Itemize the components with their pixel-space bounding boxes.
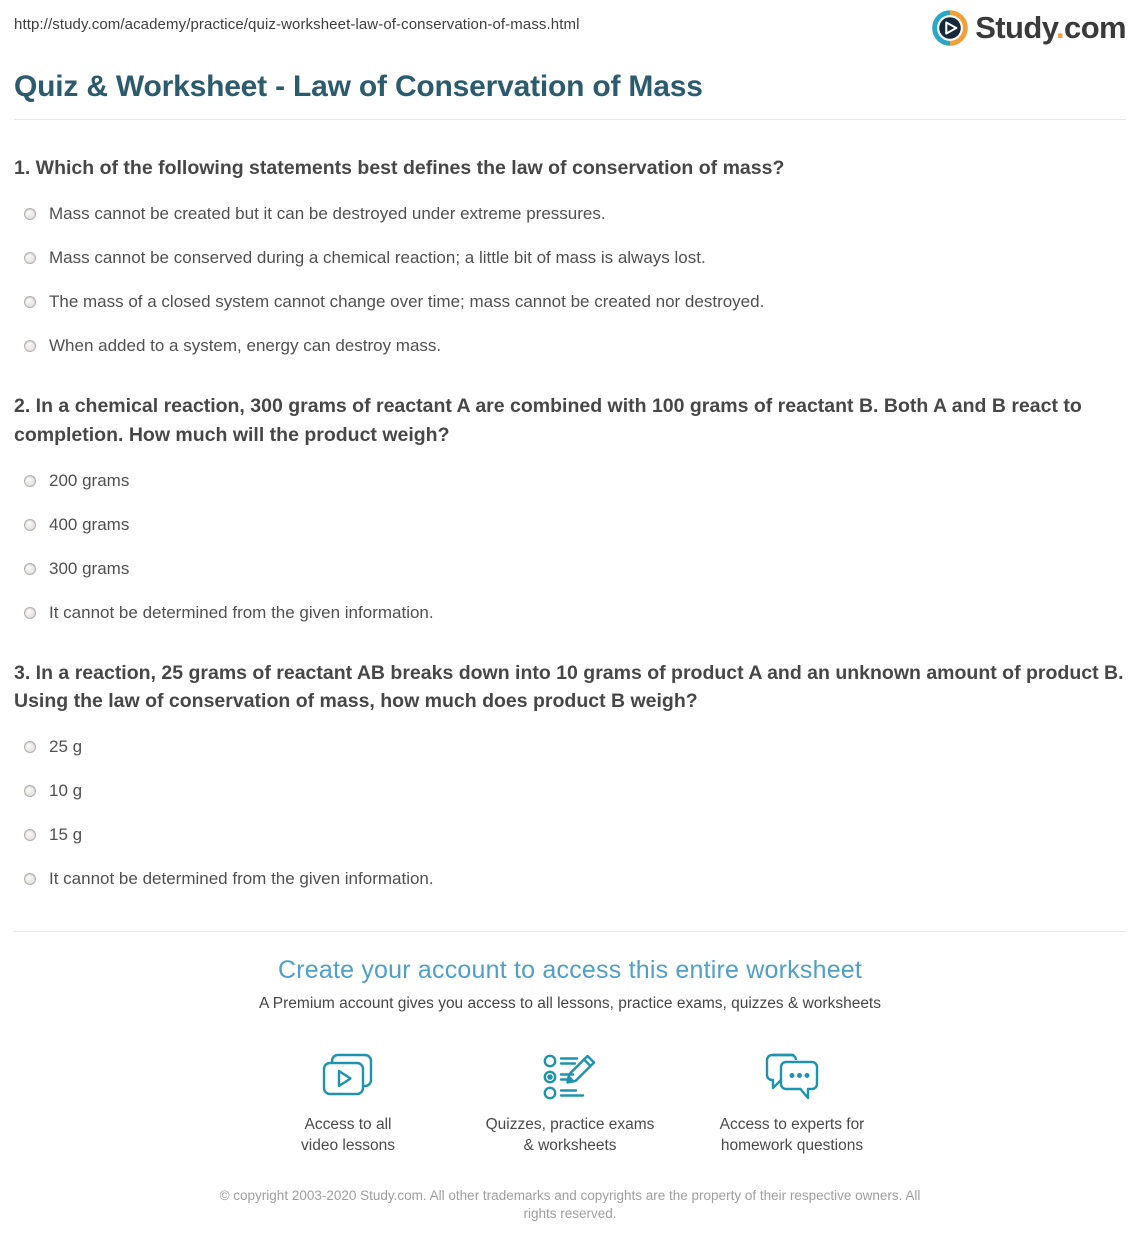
experts-chat-icon	[686, 1049, 898, 1107]
question-1-option-2[interactable]	[14, 246, 1126, 270]
video-lessons-icon	[242, 1049, 454, 1107]
option-label: It cannot be determined from the given information.	[49, 602, 434, 622]
option-label: Mass cannot be created but it can be destroyed under extreme pressures.	[49, 204, 606, 224]
option-label: 200 grams	[49, 470, 130, 490]
radio-button[interactable]	[24, 607, 36, 619]
studycom-logo[interactable]	[932, 10, 1126, 46]
option-label: 15 g	[49, 825, 83, 845]
option-label: Mass cannot be conserved during a chemical reaction; a little bit of mass is always lost.	[49, 248, 706, 268]
question-3-option-3[interactable]	[14, 823, 1126, 847]
page-title: Quiz & Worksheet - Law of Conservation of Mass	[14, 70, 703, 103]
radio-button[interactable]	[24, 475, 36, 487]
question-1-options	[14, 202, 1126, 358]
question-1-option-3[interactable]	[14, 290, 1126, 314]
feature-expert-help	[686, 1049, 898, 1157]
feature-quizzes-worksheets	[464, 1049, 676, 1157]
radio-button[interactable]	[24, 340, 36, 352]
studycom-logo-icon	[932, 10, 968, 46]
option-label: The mass of a closed system cannot change over time; mass cannot be created nor destroyed.	[49, 292, 765, 312]
question-2-option-1[interactable]	[14, 469, 1126, 493]
radio-button[interactable]	[24, 785, 36, 797]
radio-button[interactable]	[24, 563, 36, 575]
radio-button[interactable]	[24, 519, 36, 531]
cta-title: Create your account to access this entire worksheet	[277, 956, 863, 985]
question-3-option-1[interactable]	[14, 735, 1126, 759]
question-2	[14, 392, 1126, 625]
option-label: 10 g	[49, 781, 83, 801]
radio-button[interactable]	[24, 873, 36, 885]
question-2-option-4[interactable]	[14, 601, 1126, 625]
feature-label: Access to all video lessons	[301, 1116, 395, 1155]
title-divider	[14, 119, 1126, 120]
cta-section	[14, 931, 1126, 1157]
features-row	[14, 1049, 1126, 1157]
cta-subtitle: A Premium account gives you access to all lessons, practice exams, quizzes & worksheets	[259, 995, 881, 1013]
question-2-options	[14, 469, 1126, 625]
question-1-option-1[interactable]	[14, 202, 1126, 226]
question-3-options	[14, 735, 1126, 891]
feature-label: Quizzes, practice exams & worksheets	[485, 1116, 655, 1155]
question-2-option-2[interactable]	[14, 513, 1126, 537]
option-label: 400 grams	[49, 514, 130, 534]
radio-button[interactable]	[24, 296, 36, 308]
option-label: 25 g	[49, 737, 83, 757]
copyright-text: © copyright 2003-2020 Study.com. All other trademarks and copyrights are the property of their respective owners. All rights reserved.	[219, 1188, 921, 1222]
option-label: It cannot be determined from the given information.	[49, 869, 434, 889]
option-label: When added to a system, energy can destroy mass.	[49, 336, 442, 356]
question-3-option-4[interactable]	[14, 867, 1126, 891]
option-label: 300 grams	[49, 558, 130, 578]
question-2-text: 2. In a chemical reaction, 300 grams of reactant A are combined with 100 grams of reactant B. Both A and B react to completion. How much will the product weigh?	[14, 395, 1082, 446]
question-3-text: 3. In a reaction, 25 grams of reactant AB breaks down into 10 grams of product A and an unknown amount of product B. Using the law of conservation of mass, how much does product B weigh?	[14, 661, 1124, 713]
question-2-option-3[interactable]	[14, 557, 1126, 581]
question-1-option-4[interactable]	[14, 334, 1126, 358]
feature-label: Access to experts for homework questions	[719, 1116, 865, 1155]
question-3-option-2[interactable]	[14, 779, 1126, 803]
question-1	[14, 154, 1126, 358]
footer	[14, 1187, 1126, 1223]
feature-video-lessons	[242, 1049, 454, 1157]
radio-button[interactable]	[24, 252, 36, 264]
page-url: http://study.com/academy/practice/quiz-worksheet-law-of-conservation-of-mass.html	[14, 16, 580, 33]
radio-button[interactable]	[24, 829, 36, 841]
question-3	[14, 659, 1126, 892]
quizzes-worksheets-icon	[464, 1049, 676, 1107]
radio-button[interactable]	[24, 741, 36, 753]
studycom-logo-text: Study.com	[975, 10, 1126, 45]
question-1-text: 1. Which of the following statements best defines the law of conservation of mass?	[14, 157, 785, 179]
top-bar	[14, 10, 1126, 46]
radio-button[interactable]	[24, 208, 36, 220]
